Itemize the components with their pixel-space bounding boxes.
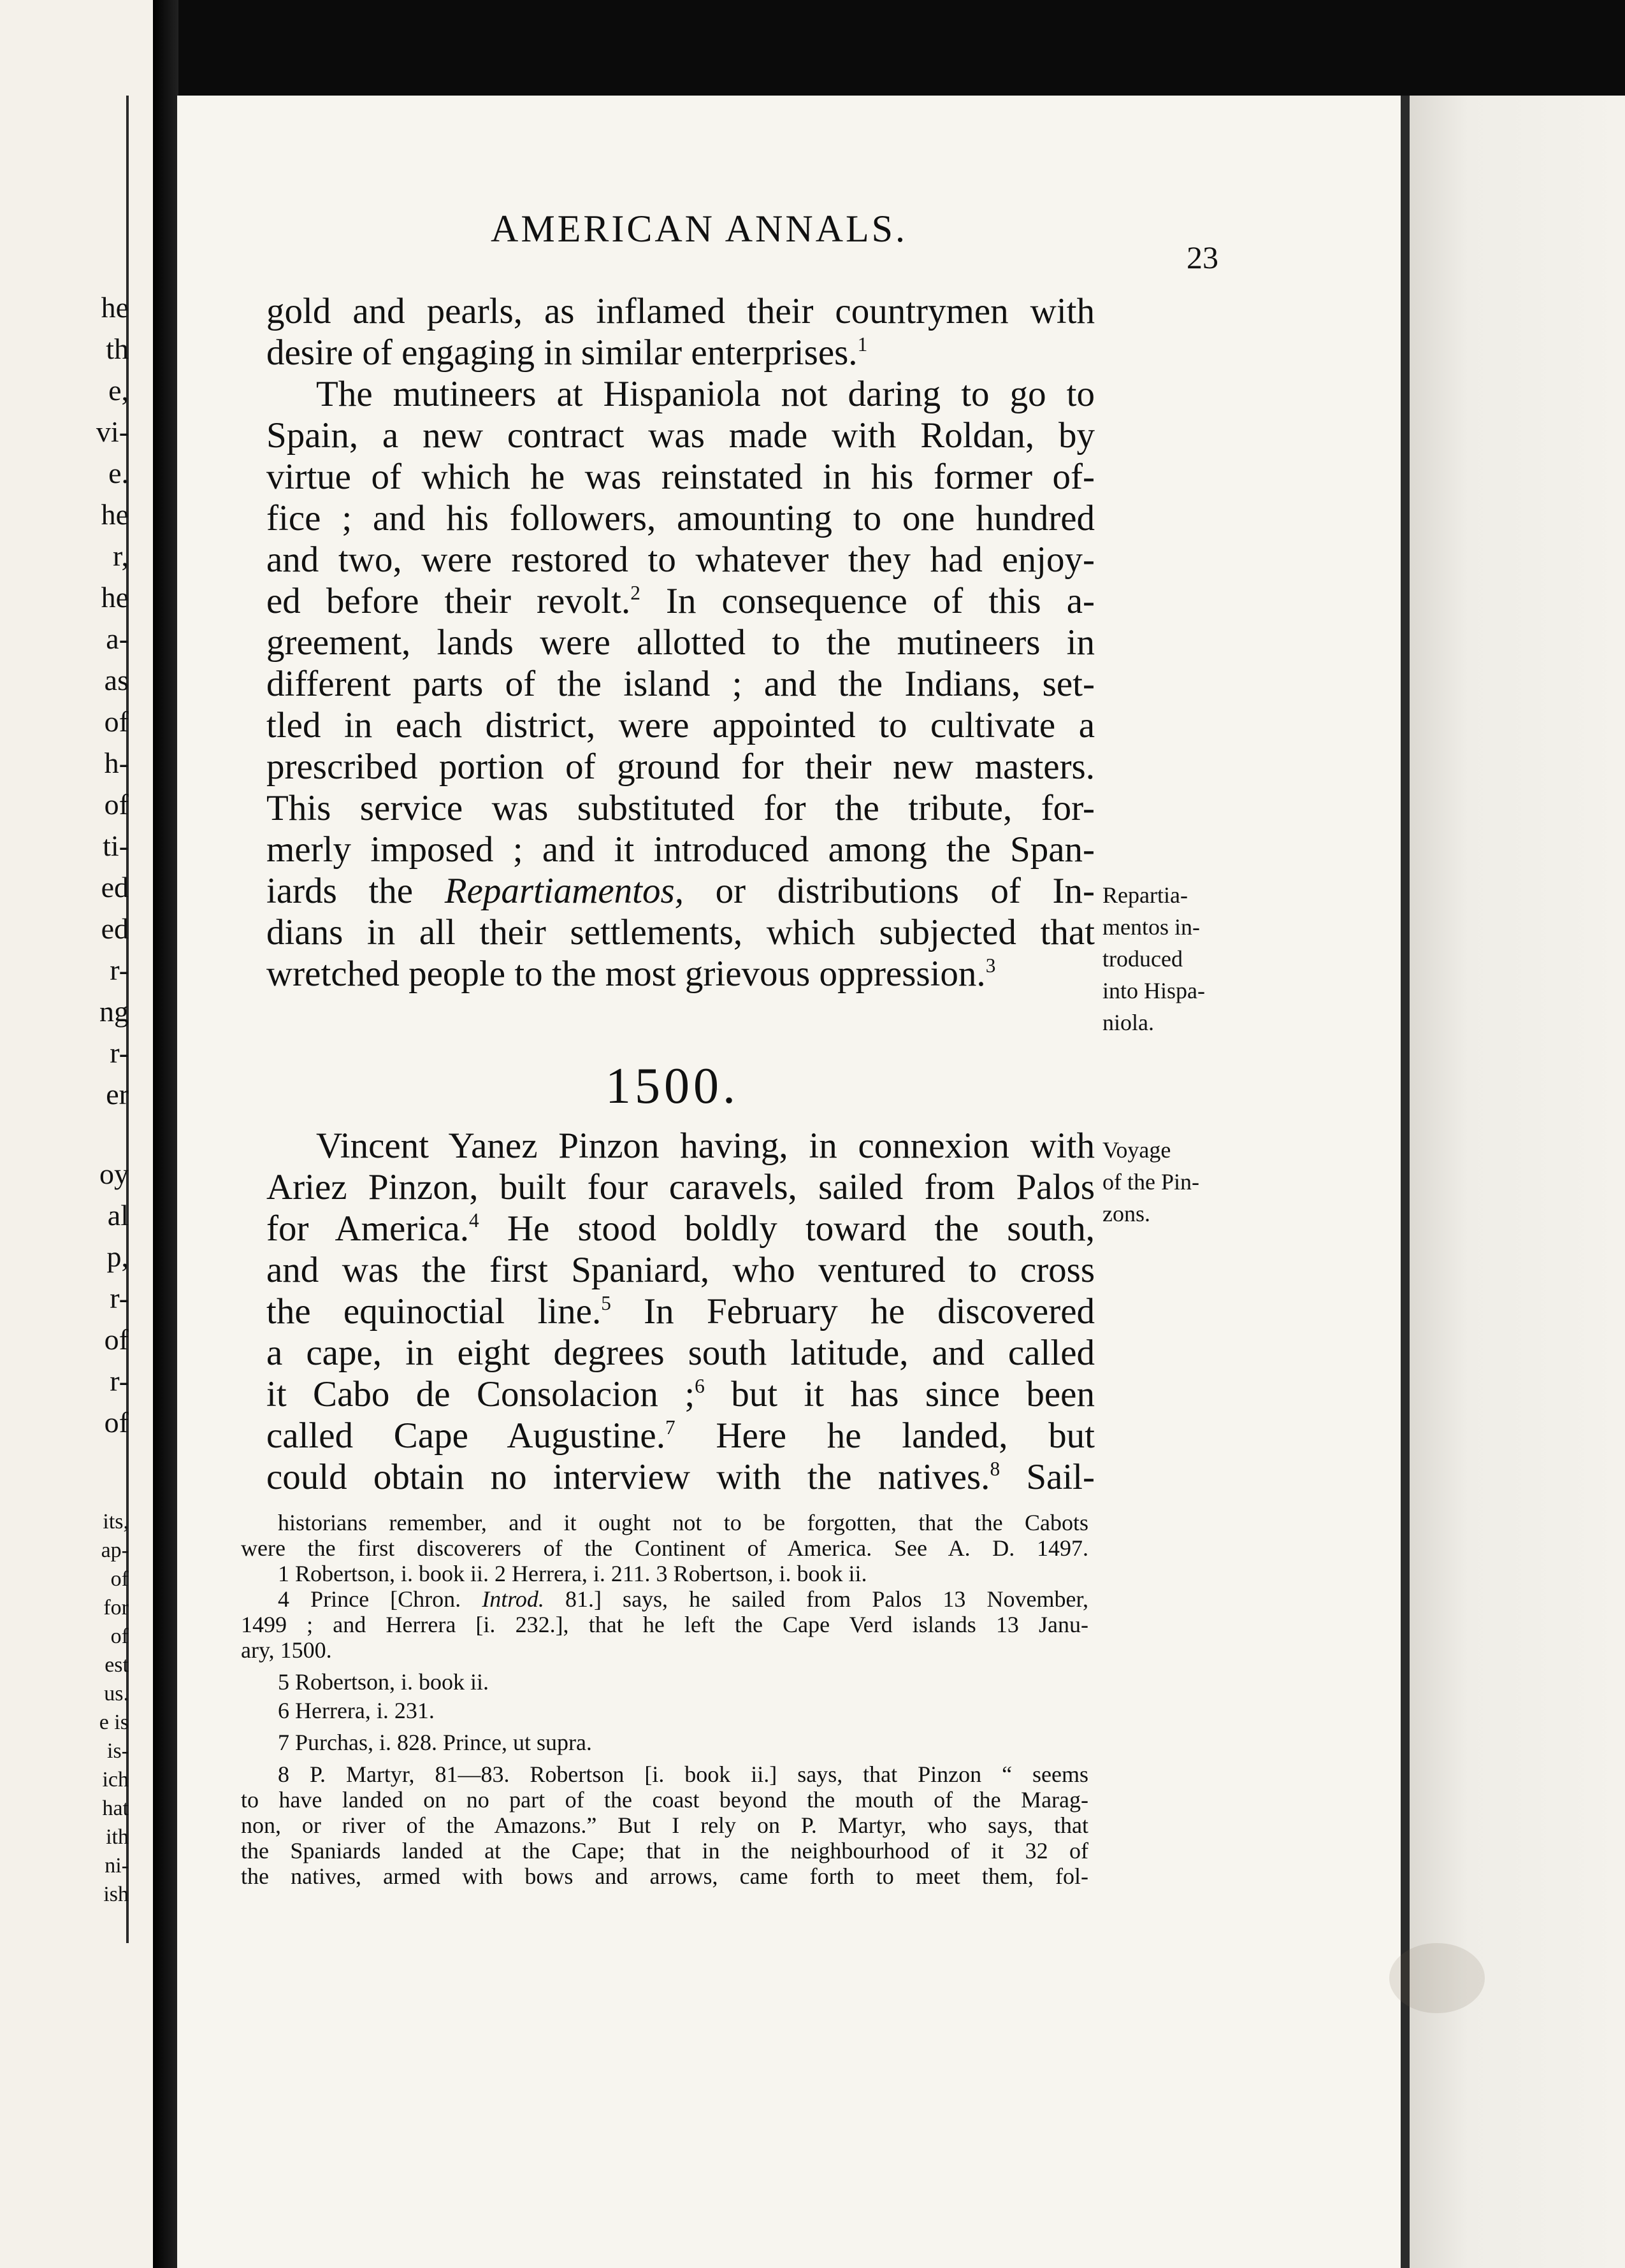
footnote-line: were the first discoverers of the Continent of America. See A. D. 1497. [241, 1535, 1088, 1561]
left-page-fragment: a- [106, 622, 129, 655]
page-number: 23 [1187, 240, 1218, 275]
body-line: gold and pearls, as inflamed their countrymen with [266, 291, 1095, 331]
footnote-line: 8 P. Martyr, 81—83. Robertson [i. book ii.] says, that Pinzon “ seems [278, 1762, 1088, 1787]
left-page-fragment: us. [104, 1682, 129, 1705]
body-line: it Cabo de Consolacion ;$^6$ but it has since been [266, 1374, 1095, 1414]
left-page-fragment: of [104, 788, 129, 821]
left-page-fragment: e, [108, 374, 129, 406]
footnote-line: the Spaniards landed at the Cape; that in the neighbourhood of it 32 of [241, 1838, 1088, 1863]
footnote-line: to have landed on no part of the coast beyond the mouth of the Marag- [241, 1787, 1088, 1812]
footnote-line: 1499 ; and Herrera [i. 232.], that he left the Cape Verd islands 13 Janu- [241, 1612, 1088, 1637]
body-line: Vincent Yanez Pinzon having, in connexion with [316, 1126, 1095, 1166]
left-page-fragment: ish [103, 1883, 129, 1906]
book-gutter [153, 0, 178, 2268]
body-line: prescribed portion of ground for their new masters. [266, 747, 1095, 787]
footnote-line: the natives, armed with bows and arrows, came forth to meet them, fol- [241, 1863, 1088, 1889]
page-right-margin [1401, 96, 1625, 2268]
running-header: AMERICAN ANNALS. [491, 208, 908, 250]
left-page-fragment: er [106, 1078, 129, 1110]
body-line: Spain, a new contract was made with Roldan, by [266, 415, 1095, 456]
page-edge-shadow [1401, 96, 1410, 2268]
body-line: for America.$^4$ He stood boldly toward the south, [266, 1209, 1095, 1249]
footnote-line: ary, 1500. [241, 1637, 332, 1663]
left-page-fragment: al [107, 1199, 129, 1231]
footnote-line: 6 Herrera, i. 231. [278, 1698, 435, 1723]
margin-note-repartiamentos: Repartia- mentos in- troduced into Hispa- niola. [1102, 882, 1205, 1035]
body-line: different parts of the island ; and the Indians, set- [266, 664, 1095, 704]
footnote-line: 5 Robertson, i. book ii. [278, 1669, 489, 1695]
left-page-fragment: r- [110, 1037, 129, 1069]
left-page-fragment: of [110, 1625, 129, 1648]
left-page-fragment: of [104, 1323, 129, 1356]
left-page-fragment: ng [99, 995, 129, 1028]
body-line: desire of engaging in similar enterprises.$^1$ [266, 333, 868, 373]
body-line: fice ; and his followers, amounting to one hundred [266, 498, 1095, 538]
left-page-fragment: he [101, 498, 129, 531]
footnote-line: 1 Robertson, i. book ii. 2 Herrera, i. 211. 3 Robertson, i. book ii. [278, 1561, 867, 1586]
left-page-fragment: as [104, 664, 129, 696]
left-page-fragment: r- [110, 954, 129, 986]
body-line: Ariez Pinzon, built four caravels, sailed from Palos [266, 1167, 1095, 1207]
body-line: and was the first Spaniard, who ventured to cross [266, 1250, 1095, 1290]
margin-note-voyage: Voyage of the Pin- zons. [1102, 1137, 1199, 1226]
left-page-fragment: for [103, 1596, 129, 1619]
footnote-line: 4 Prince [Chron. Introd. 81.] says, he sailed from Palos 13 November, [278, 1586, 1089, 1612]
body-line: iards the Repartiamentos, or distributions of In- [266, 871, 1095, 911]
footnote-line: 7 Purchas, i. 828. Prince, ut supra. [278, 1730, 592, 1755]
left-page-fragment: th [106, 333, 129, 365]
left-page-fragment: of [104, 1406, 129, 1439]
left-page-fragment: e. [108, 457, 129, 489]
left-page-fragment: ni- [105, 1854, 129, 1877]
footnote-line: non, or river of the Amazons.” But I rely on P. Martyr, who says, that [241, 1812, 1088, 1838]
left-page-fragment: e is [99, 1711, 129, 1734]
left-facing-page [0, 0, 153, 2268]
left-page-fragment: vi- [96, 415, 129, 448]
left-page-fragment: he [101, 291, 129, 324]
body-line: the equinoctial line.$^5$ In February he discovered [266, 1291, 1095, 1331]
left-page-fragment: r, [113, 540, 129, 572]
left-page-fragment: r- [110, 1365, 129, 1397]
body-line: could obtain no interview with the natives.$^8$ Sail- [266, 1457, 1095, 1497]
left-page-fragment: r- [110, 1282, 129, 1314]
left-page-fragment: h- [104, 747, 129, 779]
left-page-fragment: ap- [101, 1539, 129, 1562]
body-line: called Cape Augustine.$^7$ Here he landed, but [266, 1416, 1095, 1456]
left-page-fragment: ti- [103, 829, 129, 862]
body-line: greement, lands were allotted to the mutineers in [266, 622, 1095, 663]
left-page-fragment: is- [107, 1739, 129, 1763]
body-line: virtue of which he was reinstated in his former of- [266, 457, 1095, 497]
body-line: a cape, in eight degrees south latitude, and called [266, 1333, 1095, 1373]
left-page-fragment: est [105, 1653, 129, 1677]
body-line: dians in all their settlements, which subjected that [266, 912, 1095, 952]
left-page-fragment: of [104, 705, 129, 738]
left-page-fragment: of [110, 1567, 129, 1591]
body-line: This service was substituted for the tribute, for- [266, 788, 1095, 828]
left-page-fragment: ed [101, 912, 129, 945]
body-line: tled in each district, were appointed to cultivate a [266, 705, 1095, 745]
left-page-fragment: ich [102, 1768, 129, 1791]
footnote-line: historians remember, and it ought not to be forgotten, that the Cabots [278, 1510, 1088, 1535]
year-heading: 1500. [605, 1058, 739, 1114]
left-page-fragment: ith [106, 1825, 129, 1849]
body-line: The mutineers at Hispaniola not daring to go to [316, 374, 1095, 414]
left-page-fragment: oy [99, 1158, 129, 1190]
body-line: wretched people to the most grievous oppression.$^3$ [266, 954, 996, 994]
foxing-stain [1389, 1943, 1485, 2013]
left-page-fragment: he [101, 581, 129, 614]
left-page-fragment: p, [106, 1240, 129, 1273]
left-page-fragment: ed [101, 871, 129, 903]
left-page-fragment: its, [103, 1510, 129, 1533]
left-page-fragment: hat [102, 1797, 129, 1820]
body-line: and two, were restored to whatever they had enjoy- [266, 540, 1095, 580]
body-line: ed before their revolt.$^2$ In consequence of this a- [266, 581, 1095, 621]
body-line: merly imposed ; and it introduced among the Span- [266, 829, 1095, 870]
